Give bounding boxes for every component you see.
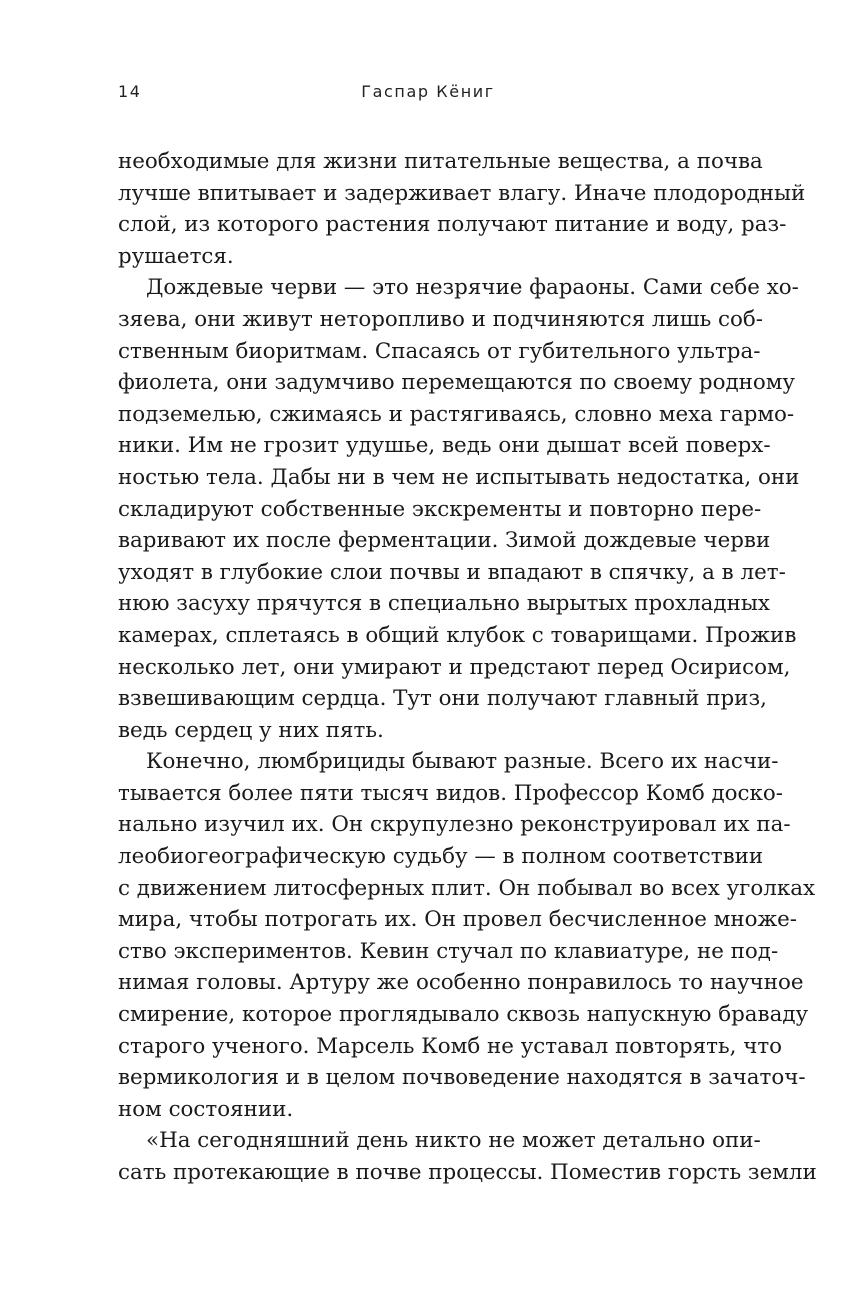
text-line: сать протекающие в почве процессы. Поместив горсть земли: [118, 1160, 817, 1185]
paragraph: [118, 1125, 817, 1188]
text-line: нюю засуху прячутся в специально вырытых прохладных: [118, 591, 770, 617]
text-line: фиолета, они задумчиво перемещаются по своему родному: [118, 370, 795, 396]
text-line: ном состоянии.: [118, 1096, 294, 1122]
text-line: рушается.: [118, 243, 234, 269]
text-line: ники. Им не грозит удушье, ведь они дышат всей поверх-: [118, 433, 771, 459]
text-line: вермикология и в целом почвоведение находятся в зачаточ-: [118, 1065, 806, 1091]
text-line: тывается более пяти тысяч видов. Профессор Комб доско-: [118, 780, 784, 806]
text-line: ведь сердец у них пять.: [118, 717, 384, 743]
text-line: варивают их после ферментации. Зимой дождевые черви: [118, 528, 771, 554]
paragraph: [118, 746, 816, 1125]
text-line: взвешивающим сердца. Тут они получают главный приз,: [118, 686, 767, 712]
text-line: слой, из которого растения получают питание и воду, раз-: [118, 212, 787, 238]
text-line: старого ученого. Марсель Комб не уставал повторять, что: [118, 1033, 783, 1059]
text-line: подземелью, сжимаясь и растягиваясь, словно меха гармо-: [118, 401, 795, 427]
text-line: складируют собственные экскременты и повторно пере-: [118, 496, 762, 522]
running-head: [118, 82, 738, 106]
text-line: зяева, они живут неторопливо и подчиняются лишь соб-: [118, 306, 764, 332]
text-line: с движением литосферных плит. Он побывал во всех уголках: [118, 875, 816, 901]
text-line: необходимые для жизни питательные вещества, а почва: [118, 149, 763, 174]
text-line: Дождевые черви — это незрячие фараоны. Сами себе хо-: [146, 275, 799, 301]
text-line: несколько лет, они умирают и предстают перед Осирисом,: [118, 654, 791, 680]
text-line: уходят в глубокие слои почвы и впадают в спячку, а в лет-: [118, 559, 786, 585]
paragraph: [118, 146, 806, 272]
text-line: нимая головы. Артуру же особенно понравилось то научное: [118, 970, 804, 996]
text-line: лучше впитывает и задерживает влагу. Иначе плодородный: [118, 180, 806, 206]
text-line: камерах, сплетаясь в общий клубок с товарищами. Прожив: [118, 622, 797, 648]
text-line: нально изучил их. Он скрупулезно реконструировал их па-: [118, 812, 791, 838]
text-line: ственным биоритмам. Спасаясь от губительного ультра-: [118, 338, 761, 364]
text-line: мира, чтобы потрогать их. Он провел бесчисленное множе-: [118, 907, 798, 933]
text-line: ство экспериментов. Кевин стучал по клавиатуре, не под-: [118, 938, 779, 964]
text-line: смирение, которое проглядывало сквозь напускную браваду: [118, 1002, 809, 1028]
page-number: 14: [118, 82, 142, 101]
book-author: Гаспар Кёниг: [361, 82, 495, 101]
text-line: леобиогеографическую судьбу — в полном соответствии: [118, 844, 764, 870]
paragraph: [118, 272, 800, 746]
text-line: Конечно, люмбрициды бывают разные. Всего их насчи-: [146, 749, 779, 775]
text-line: ностью тела. Дабы ни в чем не испытывать недостатка, они: [118, 464, 800, 490]
text-line: «На сегодняшний день никто не может детально опи-: [146, 1128, 761, 1154]
body-text: [118, 146, 817, 1189]
